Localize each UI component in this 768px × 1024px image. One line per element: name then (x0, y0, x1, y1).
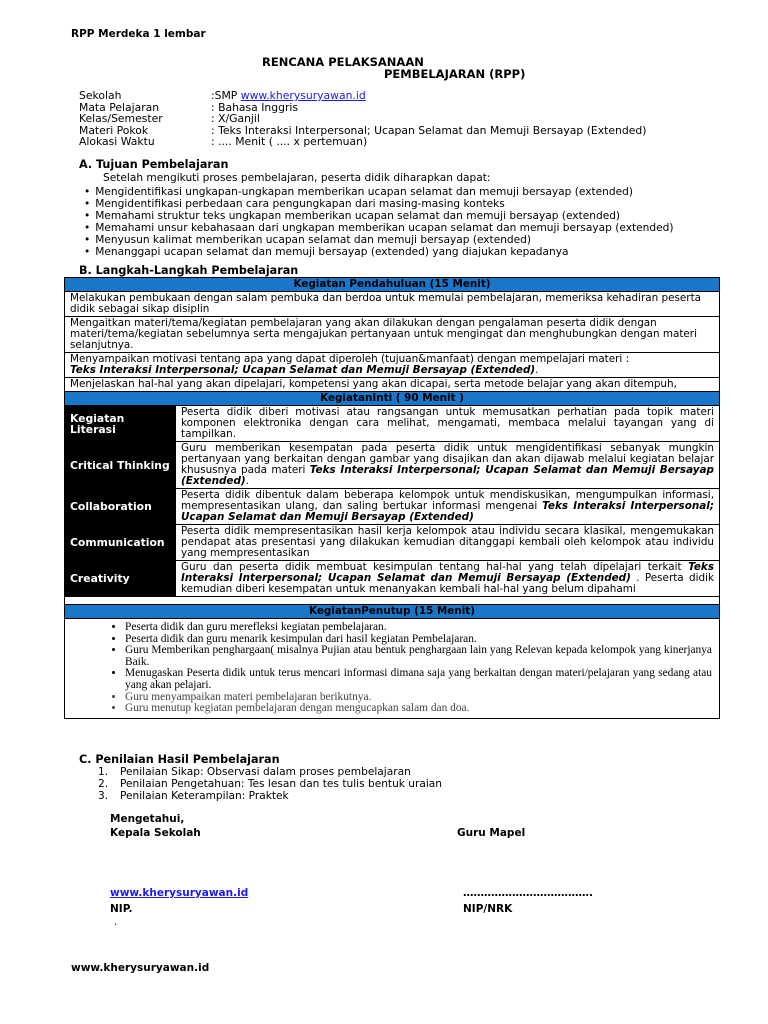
inti-label-critical: Critical Thinking (65, 442, 176, 489)
nip-nrk-label: NIP/NRK (463, 903, 513, 915)
list-item: • Menyusun kalimat memberikan ucapan selamat dan memuji bersayap (extended) (84, 235, 673, 247)
list-item: • Guru menutup kegiatan pembelajaran dengan mengucapkan salam dan doa. (125, 703, 714, 715)
list-item: • Menanggapi ucapan selamat dan memuji bersayap (extended) yang diajukan kepadanya (84, 247, 673, 259)
list-item: • Peserta didik dan guru menarik kesimpulan dari hasil kegiatan Pembelajaran. (125, 634, 714, 646)
table-row: Menyampaikan motivasi tentang apa yang dapat diperoleh (tujuan&manfaat) dengan mempelajari materi : Teks Interaksi Interpersonal; Ucapan Selamat dan Memuji Bersayap (Extended). (65, 353, 720, 378)
table-row: Peserta didik dibentuk dalam beberapa kelompok untuk mendiskusikan, mengumpulkan informasi, mempresentasikan ulang, dan saling bertukar informasi mengenai Teks Interaksi Interpersonal; Ucapan Selamat dan Memuji Bersayap (Extended) (176, 489, 720, 525)
identity-table (79, 90, 646, 148)
activities-table (64, 277, 720, 719)
inti-label-literasi: Kegiatan Literasi (65, 406, 176, 442)
section-c-heading: C. Penilaian Hasil Pembelajaran (79, 753, 280, 766)
section-b-heading: B. Langkah-Langkah Pembelajaran (79, 264, 299, 277)
table-row: Mengaitkan materi/tema/kegiatan pembelajaran yang akan dilakukan dengan pengalaman peserta didik dengan materi/tema/kegiatan sebelumnya serta mengajukan pertanyaan untuk mengingat dan menghubungkan dengan materi selanjutnya. (65, 317, 720, 353)
identity-row-materi: Materi Pokok : Teks Interaksi Interpersonal; Ucapan Selamat dan Memuji Bersayap (Extended) (79, 123, 647, 137)
spacer-row (65, 597, 720, 605)
list-item: • Memahami unsur kebahasaan dari ungkapan memberikan ucapan selamat dan memuji bersayap (extended) (84, 223, 673, 235)
doc-title-line2: PEMBELAJARAN (RPP) (384, 67, 526, 81)
page-footer: www.kherysuryawan.id (71, 962, 210, 974)
pendahuluan-title: Kegiatan Pendahuluan (15 Menit) (65, 278, 720, 292)
table-row: Peserta didik diberi motivasi atau rangsangan untuk memusatkan perhatian pada topik materi komponen elektronika dengan cara melihat, mengamati, membaca melalui tayangan yang di tampilkan. (176, 406, 720, 442)
penutup-title: KegiatanPenutup (15 Menit) (65, 605, 720, 619)
signature-dots: ………………………………. (463, 887, 593, 899)
table-row: Peserta didik mempresentasikan hasil kerja kelompok atau individu secara klasikal, mengemukakan pendapat atas presentasi yang dilakukan kemudian ditanggapi kembali oleh kelompok atau individu yang mempresentasikan (176, 525, 720, 561)
mengetahui-label: Mengetahui, (110, 813, 185, 825)
list-item: • Mengidentifikasi perbedaan cara pengungkapan dari masing-masing konteks (84, 199, 673, 211)
doc-title-line1: RENCANA PELAKSANAAN (262, 55, 424, 69)
identity-row-kelas: Kelas/Semester : X/Ganjil (79, 112, 260, 126)
list-item: • Mengidentifikasi ungkapan-ungkapan memberikan ucapan selamat dan memuji bersayap (extended) (84, 187, 673, 199)
list-item: • Memahami struktur teks ungkapan memberikan ucapan selamat dan memuji bersayap (extended) (84, 211, 673, 223)
inti-label-communication: Communication (65, 525, 176, 561)
signature-link[interactable]: www.kherysuryawan.id (110, 887, 249, 899)
list-item: 2. Penilaian Pengetahuan: Tes lesan dan tes tulis bentuk uraian (98, 777, 443, 790)
table-row: Guru dan peserta didik membuat kesimpulan tentang hal-hal yang telah dipelajari terkait Teks Interaksi Interpersonal; Ucapan Selamat dan Memuji Bersayap (Extended) . Peserta didik kemudian diberi kesempatan untuk menanyakan kembali hal-hal yang belum dipahami (176, 561, 720, 597)
list-item: 3. Penilaian Keterampilan: Praktek (98, 789, 289, 802)
list-item: • Menugaskan Peserta didik untuk terus mencari informasi dimana saja yang berkaitan dengan materi/pelajaran yang sedang atau yang akan pelajari. (125, 668, 714, 691)
inti-title: KegiatanInti ( 90 Menit ) (65, 392, 720, 406)
identity-row-alokasi: Alokasi Waktu : .... Menit ( .... x pertemuan) (79, 135, 368, 149)
table-row: Guru memberikan kesempatan pada peserta didik untuk mengidentifikasi sebanyak mungkin pertanyaan yang berkaitan dengan gambar yang disajikan dan akan dijawab melalui kegiatan belajar khususnya pada materi Teks Interaksi Interpersonal; Ucapan Selamat dan Memuji Bersayap (Extended). (176, 442, 720, 489)
penutup-cell (65, 619, 720, 719)
school-link[interactable]: www.kherysuryawan.id (240, 89, 366, 102)
inti-label-collaboration: Collaboration (65, 489, 176, 525)
inti-label-creativity: Creativity (65, 561, 176, 597)
list-item: • Peserta didik dan guru merefleksi kegiatan pembelajaran. (125, 622, 714, 634)
objectives-list (84, 187, 673, 258)
page-header: RPP Merdeka 1 lembar (71, 28, 206, 40)
section-a-intro: Setelah mengikuti proses pembelajaran, peserta didik diharapkan dapat: (103, 172, 491, 184)
guru-mapel-label: Guru Mapel (457, 827, 526, 839)
identity-row-sekolah: Sekolah :SMP www.kherysuryawan.id (79, 89, 366, 102)
list-item: • Guru Memberikan penghargaan( misalnya Pujian atau bentuk penghargaan lain yang Relevan kepada kelompok yang kinerjanya Baik. (125, 645, 714, 668)
table-row: Menjelaskan hal-hal yang akan dipelajari, kompetensi yang akan dicapai, serta metode belajar yang akan ditempuh, (65, 378, 720, 392)
table-row: Melakukan pembukaan dengan salam pembuka dan berdoa untuk memulai pembelajaran, memeriksa kehadiran peserta didik sebagai sikap disiplin (65, 292, 720, 317)
identity-row-mapel: Mata Pelajaran : Bahasa Inggris (79, 100, 299, 114)
assessment-list (98, 767, 442, 802)
list-item: • Guru menyampaikan materi pembelajaran berikutnya. (125, 692, 714, 704)
section-a-heading: A. Tujuan Pembelajaran (79, 158, 229, 171)
list-item: 1. Penilaian Sikap: Observasi dalam proses pembelajaran (98, 766, 411, 778)
trailing-dot: . (114, 917, 118, 928)
kepala-sekolah-label: Kepala Sekolah (110, 827, 201, 839)
nip-label: NIP. (110, 903, 133, 915)
